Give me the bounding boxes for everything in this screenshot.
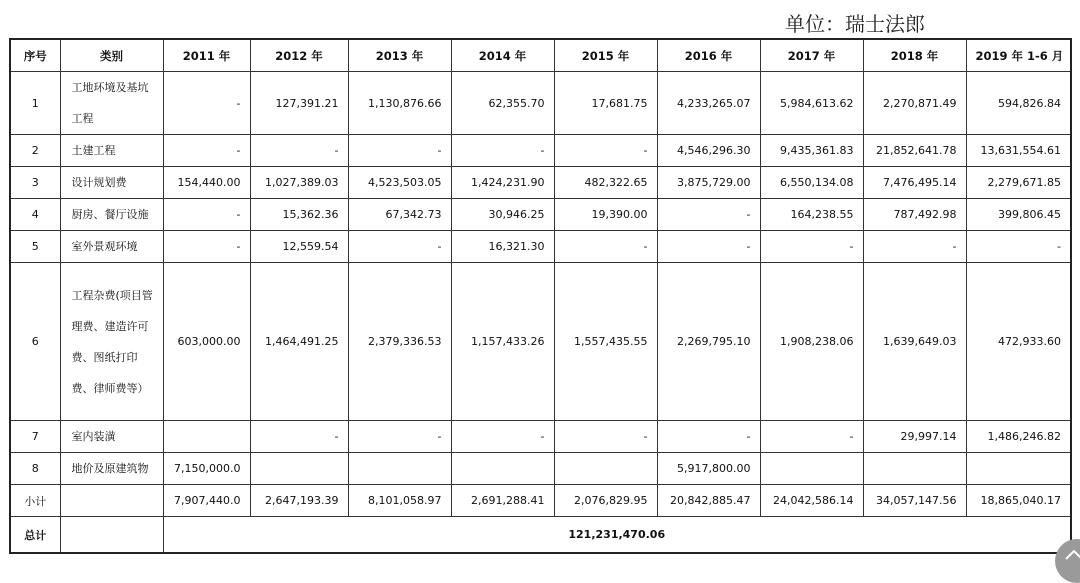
row-number: 8: [10, 453, 60, 485]
value-cell: 1,464,491.25: [250, 263, 348, 421]
value-cell: 603,000.00: [163, 263, 250, 421]
value-cell: -: [760, 421, 863, 453]
value-cell: 21,852,641.78: [863, 135, 966, 167]
subtotal-cell: 7,907,440.0: [163, 485, 250, 517]
subtotal-cell: 2,647,193.39: [250, 485, 348, 517]
value-cell: 4,546,296.30: [657, 135, 760, 167]
value-cell: 399,806.45: [966, 199, 1071, 231]
value-cell: -: [451, 421, 554, 453]
value-cell: 127,391.21: [250, 72, 348, 135]
value-cell: -: [348, 231, 451, 263]
total-label: 总计: [10, 517, 60, 554]
row-number: 7: [10, 421, 60, 453]
value-cell: -: [657, 421, 760, 453]
header-cell: 类别: [60, 39, 163, 72]
header-cell: 2016 年: [657, 39, 760, 72]
value-cell: [554, 453, 657, 485]
value-cell: 19,390.00: [554, 199, 657, 231]
value-cell: 787,492.98: [863, 199, 966, 231]
value-cell: 154,440.00: [163, 167, 250, 199]
table-row: [10, 72, 1071, 135]
value-cell: -: [250, 421, 348, 453]
subtotal-cell: 24,042,586.14: [760, 485, 863, 517]
row-number: 2: [10, 135, 60, 167]
value-cell: -: [163, 135, 250, 167]
value-cell: 472,933.60: [966, 263, 1071, 421]
value-cell: [348, 453, 451, 485]
subtotal-cell: 18,865,040.17: [966, 485, 1071, 517]
subtotal-cell: 8,101,058.97: [348, 485, 451, 517]
value-cell: 67,342.73: [348, 199, 451, 231]
value-cell: 1,908,238.06: [760, 263, 863, 421]
header-cell: 2017 年: [760, 39, 863, 72]
value-cell: 5,917,800.00: [657, 453, 760, 485]
header-cell: 2014 年: [451, 39, 554, 72]
row-number: 4: [10, 199, 60, 231]
subtotal-cell: 34,057,147.56: [863, 485, 966, 517]
value-cell: 17,681.75: [554, 72, 657, 135]
row-number: 6: [10, 263, 60, 421]
value-cell: 29,997.14: [863, 421, 966, 453]
row-category: 室外景观环境: [60, 231, 163, 263]
row-number: 5: [10, 231, 60, 263]
value-cell: 2,379,336.53: [348, 263, 451, 421]
header-cell: 2015 年: [554, 39, 657, 72]
row-number: 1: [10, 72, 60, 135]
value-cell: -: [863, 231, 966, 263]
value-cell: 5,984,613.62: [760, 72, 863, 135]
subtotal-cell: 20,842,885.47: [657, 485, 760, 517]
row-category: 地价及原建筑物: [60, 453, 163, 485]
header-cell: 2013 年: [348, 39, 451, 72]
value-cell: 1,639,649.03: [863, 263, 966, 421]
value-cell: -: [163, 72, 250, 135]
value-cell: 4,233,265.07: [657, 72, 760, 135]
value-cell: 482,322.65: [554, 167, 657, 199]
value-cell: -: [554, 421, 657, 453]
empty-cell: [60, 517, 163, 554]
value-cell: 9,435,361.83: [760, 135, 863, 167]
value-cell: -: [554, 135, 657, 167]
chevron-up-icon: [1064, 547, 1080, 561]
header-cell: 2018 年: [863, 39, 966, 72]
value-cell: 4,523,503.05: [348, 167, 451, 199]
table-row: [10, 135, 1071, 167]
value-cell: 1,130,876.66: [348, 72, 451, 135]
value-cell: 13,631,554.61: [966, 135, 1071, 167]
value-cell: [760, 453, 863, 485]
value-cell: [451, 453, 554, 485]
header-row: [10, 39, 1071, 72]
value-cell: 2,270,871.49: [863, 72, 966, 135]
value-cell: -: [657, 231, 760, 263]
value-cell: [163, 421, 250, 453]
table-row: [10, 421, 1071, 453]
row-category: 工地环境及基坑工程: [60, 72, 163, 135]
unit-label: 单位：瑞士法郎: [785, 12, 925, 36]
table-row: [10, 453, 1071, 485]
value-cell: -: [760, 231, 863, 263]
row-category: 工程杂费(项目管理费、建造许可费、图纸打印费、律师费等）: [60, 263, 163, 421]
empty-cell: [60, 485, 163, 517]
value-cell: 7,476,495.14: [863, 167, 966, 199]
value-cell: 1,557,435.55: [554, 263, 657, 421]
row-category: 土建工程: [60, 135, 163, 167]
subtotal-row: [10, 485, 1071, 517]
value-cell: 2,269,795.10: [657, 263, 760, 421]
total-row: [10, 517, 1071, 554]
header-cell: 2011 年: [163, 39, 250, 72]
value-cell: 1,486,246.82: [966, 421, 1071, 453]
table-row: [10, 199, 1071, 231]
value-cell: 16,321.30: [451, 231, 554, 263]
row-number: 3: [10, 167, 60, 199]
value-cell: 1,157,433.26: [451, 263, 554, 421]
value-cell: [863, 453, 966, 485]
subtotal-label: 小计: [10, 485, 60, 517]
total-value: 121,231,470.06: [163, 517, 1071, 554]
value-cell: 1,027,389.03: [250, 167, 348, 199]
value-cell: 3,875,729.00: [657, 167, 760, 199]
subtotal-cell: 2,691,288.41: [451, 485, 554, 517]
value-cell: 12,559.54: [250, 231, 348, 263]
value-cell: 15,362.36: [250, 199, 348, 231]
value-cell: 164,238.55: [760, 199, 863, 231]
value-cell: 6,550,134.08: [760, 167, 863, 199]
header-cell: 2019 年 1-6 月: [966, 39, 1071, 72]
subtotal-cell: 2,076,829.95: [554, 485, 657, 517]
value-cell: 62,355.70: [451, 72, 554, 135]
value-cell: 594,826.84: [966, 72, 1071, 135]
value-cell: -: [348, 135, 451, 167]
value-cell: 1,424,231.90: [451, 167, 554, 199]
table-row: [10, 231, 1071, 263]
row-category: 室内装潢: [60, 421, 163, 453]
value-cell: [966, 453, 1071, 485]
value-cell: [250, 453, 348, 485]
expense-table: [9, 38, 1072, 554]
row-category: 厨房、餐厅设施: [60, 199, 163, 231]
header-cell: 2012 年: [250, 39, 348, 72]
row-category: 设计规划费: [60, 167, 163, 199]
value-cell: 30,946.25: [451, 199, 554, 231]
value-cell: -: [657, 199, 760, 231]
value-cell: -: [163, 231, 250, 263]
header-cell: 序号: [10, 39, 60, 72]
value-cell: -: [966, 231, 1071, 263]
value-cell: 7,150,000.0: [163, 453, 250, 485]
table-row: [10, 263, 1071, 421]
value-cell: -: [451, 135, 554, 167]
value-cell: 2,279,671.85: [966, 167, 1071, 199]
value-cell: -: [348, 421, 451, 453]
value-cell: -: [554, 231, 657, 263]
table-row: [10, 167, 1071, 199]
value-cell: -: [163, 199, 250, 231]
value-cell: -: [250, 135, 348, 167]
